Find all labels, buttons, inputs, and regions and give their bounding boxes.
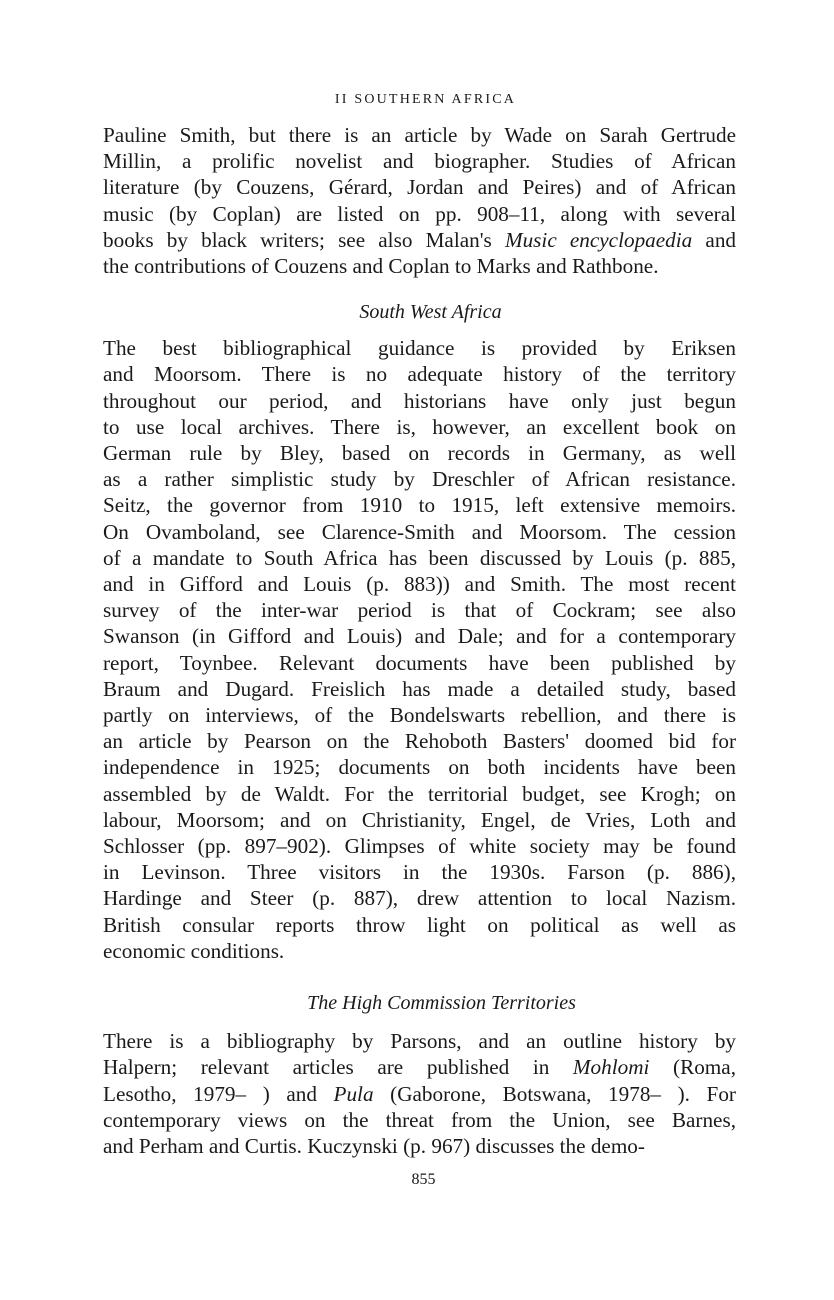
text-line: There is a bibliography by Parsons, and an outline history by	[103, 1029, 736, 1054]
text-line: Millin, a prolific novelist and biographer. Studies of African	[103, 149, 736, 174]
text-line: report, Toynbee. Relevant documents have been published by	[103, 650, 736, 675]
text-line: labour, Moorsom; and on Christianity, Engel, de Vries, Loth and	[103, 807, 736, 832]
text-line: as a rather simplistic study by Dreschler of African resistance.	[103, 467, 736, 492]
italic-title: Mohlomi	[572, 1055, 650, 1080]
text-line: partly on interviews, of the Bondelswarts rebellion, and there is	[103, 703, 736, 728]
text-line: The best bibliographical guidance is provided by Eriksen	[103, 336, 736, 361]
text-line: the contributions of Couzens and Coplan to Marks and Rathbone.	[103, 254, 659, 279]
text-line: literature (by Couzens, Gérard, Jordan and Peires) and of African	[103, 175, 736, 200]
text-line: survey of the inter-war period is that of Cockram; see also	[103, 598, 736, 623]
text-line: of a mandate to South Africa has been discussed by Louis (p. 885,	[103, 545, 736, 570]
text-line: music (by Coplan) are listed on pp. 908–11, along with several	[103, 201, 736, 226]
text-line: and Moorsom. There is no adequate history of the territory	[103, 362, 736, 387]
text-line: British consular reports throw light on political as well as	[103, 912, 736, 937]
text-line: Pauline Smith, but there is an article by Wade on Sarah Gertrude	[103, 123, 736, 147]
text-line: economic conditions.	[103, 938, 285, 963]
text-line: to use local archives. There is, however, an excellent book on	[103, 414, 736, 439]
text-line: and Perham and Curtis. Kuczynski (p. 967) discusses the demo-	[103, 1133, 645, 1158]
text-line: independence in 1925; documents on both incidents have been	[103, 755, 736, 780]
running-head: II SOUTHERN AFRICA	[334, 92, 517, 107]
text-line: Lesotho, 1979– ) and Pula (Gaborone, Botswana, 1978– ). For	[103, 1081, 736, 1106]
text-line: Hardinge and Steer (p. 887), drew attention to local Nazism.	[103, 886, 736, 911]
paragraph-1	[103, 122, 736, 279]
page-number: 855	[411, 1171, 436, 1189]
text-line: an article by Pearson on the Rehoboth Basters' doomed bid for	[103, 729, 736, 754]
italic-title: Music encyclopaedia	[504, 227, 693, 252]
paragraph-3	[103, 1028, 736, 1159]
text-line: Schlosser (pp. 897–902). Glimpses of white society may be found	[103, 834, 736, 859]
text-line: Seitz, the governor from 1910 to 1915, left extensive memoirs.	[103, 493, 736, 518]
text-line: in Levinson. Three visitors in the 1930s. Farson (p. 886),	[103, 860, 736, 885]
text-line: On Ovamboland, see Clarence-Smith and Moorsom. The cession	[103, 519, 736, 544]
text-line: throughout our period, and historians have only just begun	[103, 388, 736, 413]
text-line: Swanson (in Gifford and Louis) and Dale; and for a contemporary	[103, 624, 736, 649]
text-line: assembled by de Waldt. For the territorial budget, see Krogh; on	[103, 781, 736, 806]
text-line: books by black writers; see also Malan's Music encyclopaedia and	[103, 227, 737, 252]
page	[103, 92, 736, 1189]
paragraph-2	[103, 335, 736, 964]
section-heading-south-west-africa: South West Africa	[359, 301, 502, 324]
text-line: German rule by Bley, based on records in Germany, as well	[103, 441, 736, 466]
italic-title: Pula	[333, 1081, 374, 1106]
text-line: Halpern; relevant articles are published in Mohlomi (Roma,	[103, 1055, 736, 1080]
text-line: contemporary views on the threat from the Union, see Barnes,	[103, 1107, 736, 1132]
text-line: Braum and Dugard. Freislich has made a detailed study, based	[103, 676, 736, 701]
section-heading-high-commission-territories: The High Commission Territories	[307, 992, 576, 1015]
text-line: and in Gifford and Louis (p. 883)) and Smith. The most recent	[103, 572, 736, 597]
